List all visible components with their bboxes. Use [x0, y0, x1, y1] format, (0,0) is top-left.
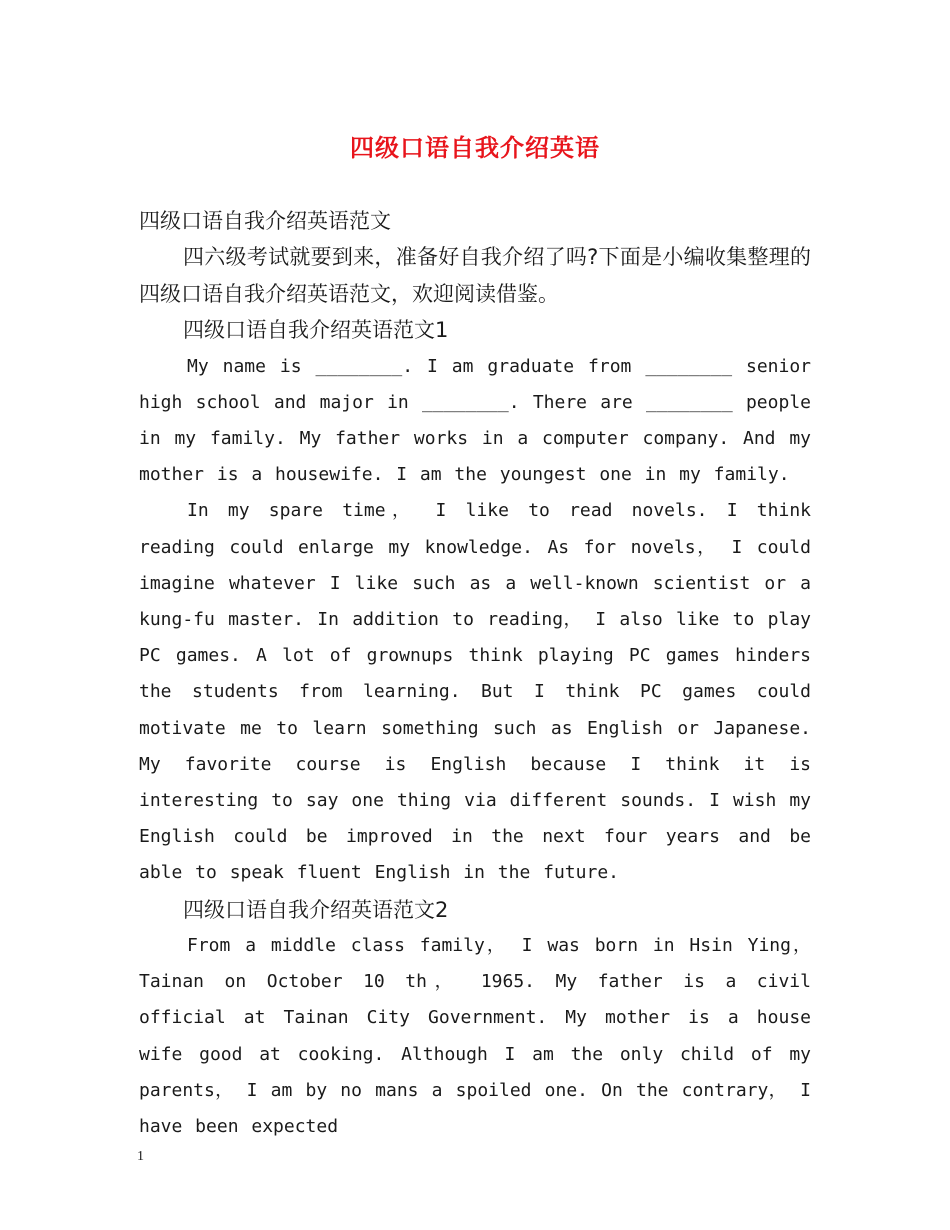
document-title: 四级口语自我介绍英语 [350, 134, 600, 162]
section1-paragraph-2: In my spare time， I like to read novels. I think reading could enlarge my knowledge. As for novels， I could imagine whatever I like such as a well-known scientist or a kung-fu master. In addition to reading， I also like to play PC games. A lot of grownups think playing PC games hinders the students from learning. But I think PC games could motivate me to learn something such as English or Japanese. My favorite course is English because I think it is interesting to say one thing via different sounds. I wish my English could be improved in the next four years and be able to speak fluent English in the future. [139, 500, 811, 884]
document-body [139, 203, 811, 1145]
section1-title: 四级口语自我介绍英语范文1 [183, 318, 449, 343]
section1-paragraph-1: My name is ________. I am graduate from ________ senior high school and major in ________. There are ________ people in my family. My father works in a computer company. And my mother is a housewife. I am the youngest one in my family. [139, 355, 811, 486]
section-heading: 四级口语自我介绍英语范文 [139, 209, 391, 233]
section2-paragraph-1: From a middle class family， I was born in Hsin Ying， Tainan on October 10 th， 1965. My father is a civil official at Tainan City Government. My mother is a house wife good at cooking. Although I am the only child of my parents， I am by no mans a spoiled one. On the contrary， I have been expected [139, 935, 811, 1138]
section2-title: 四级口语自我介绍英语范文2 [183, 897, 449, 922]
intro-paragraph: 四六级考试就要到来，准备好自我介绍了吗?下面是小编收集整理的四级口语自我介绍英语范文，欢迎阅读借鉴。 [139, 245, 811, 306]
page-number: 1 [137, 1149, 144, 1164]
